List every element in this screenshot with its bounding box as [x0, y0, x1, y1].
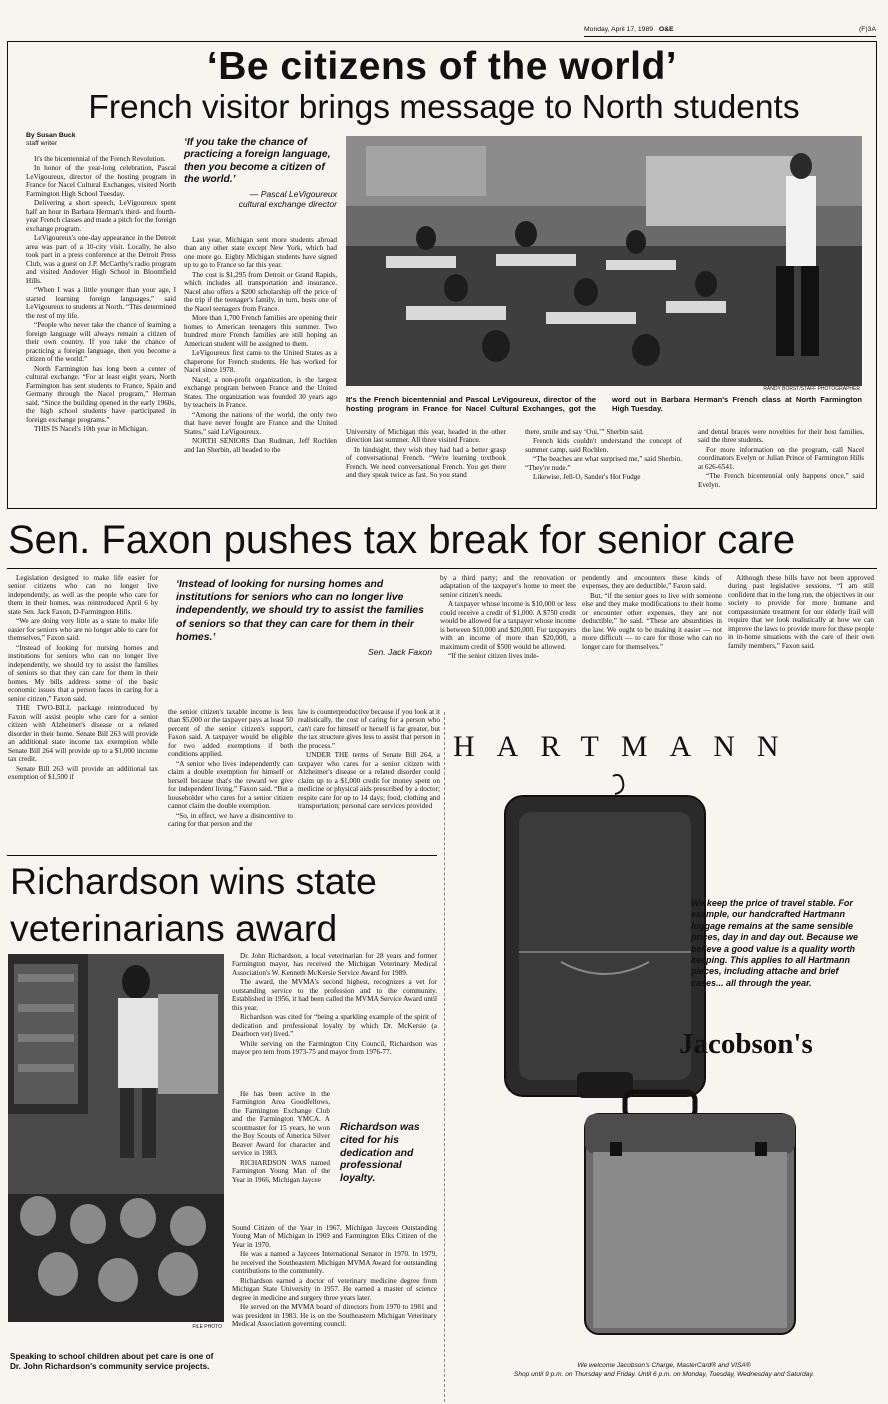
- paragraph: He served on the MVMA board of directors from 1970 to 1981 and was president in 1983. He is on the Southeastern Michigan Veterinary Medical Association governing council.: [232, 1303, 437, 1329]
- story3-body-bottom: [232, 1224, 437, 1400]
- story1-col1: [26, 155, 176, 501]
- paragraph: Dr. John Richardson, a local veterinarian for 28 years and former Farmington mayor, has received the Michigan Veterinary Medical Association's W. Kenneth McKersie Service Award for 1989.: [232, 952, 437, 977]
- paragraph: RICHARDSON WAS named Farmington Young Man of the Year in 1966, Michigan Jaycee: [232, 1158, 330, 1184]
- ad-footer-hours: Shop until 9 p.m. on Thursday and Friday. Until 6 p.m. on Monday, Tuesday, Wednesday and Saturday.: [513, 1371, 815, 1378]
- story1-byline: [26, 132, 176, 148]
- hartmann-ad: [444, 712, 880, 1402]
- paragraph: “When I was a little younger than your age, I started learning foreign languages,” said LeVigoureux to students at North. “This determined the rest of my life.: [26, 286, 176, 320]
- story2-col1: [8, 574, 158, 848]
- classroom-photo-credit: RANDY BORST/STAFF PHOTOGRAPHER: [763, 386, 860, 392]
- paragraph: While serving on the Farmington City Council, Richardson was mayor pro tem from 1973-75 and mayor from 1976-77.: [232, 1039, 437, 1057]
- paragraph: University of Michigan this year, headed in the other direction last summer. All three visited France.: [346, 428, 506, 445]
- paragraph: UNDER THE terms of Senate Bill 264, a taxpayer who cares for a senior citizen with Alzheimer's disease or a related disorder could claim up to a $1,000 credit for money spent on medicine or physical aids prescribed by a doctor; respite care for up to 14 days; food, clothing and transportation; personal care services provided: [298, 751, 440, 811]
- masthead-section: O&E: [658, 26, 674, 33]
- paragraph: Sound Citizen of the Year in 1967, Michigan Jaycees Outstanding Young Man of Michigan in 1969 and Farmington Elks Citizen of the Year in 1970.: [232, 1224, 437, 1249]
- story1-col3: [346, 428, 506, 504]
- story2-col2: [168, 708, 293, 848]
- richardson-photo-illustration: [8, 954, 224, 1322]
- paragraph: A taxpayer whose income is $10,000 or less could receive a credit of $1,000. A $750 credit would be allowed for a taxpayer whose income is between $10,000 and $20,000. For taxpayers with an income of more than $20,000, a maximum credit of $500 would be allowed.: [440, 600, 576, 651]
- paragraph: the senior citizen's taxable income is less than $5,000 or the taxpayer pays at least 50 percent of the senior citizen's support, Faxon said. A taxpayer would be eligible for two added exemptions if both conditions applied.: [168, 708, 293, 759]
- paragraph: Legislation designed to make life easier for senior citizens who can no longer live independently, as well as the people who care for them in their homes, was reintroduced April 6 by state Sen. Jack Faxon, D-Farmington Hills.: [8, 574, 158, 616]
- story2-headline: Sen. Faxon pushes tax break for senior care: [8, 518, 796, 562]
- story2-col4: [440, 574, 576, 704]
- paragraph: Last year, Michigan sent more students abroad than any other state except New York, which had one more go. Eighty Michigan students have signed up to go to France so far this year.: [184, 236, 337, 270]
- story1-kicker: ‘Be citizens of the world’: [206, 45, 678, 88]
- masthead: [584, 26, 876, 36]
- ad-footer-payment: We welcome Jacobson's Charge, MasterCard® and VISA®: [577, 1362, 751, 1369]
- paragraph: pendently and encounters these kinds of expenses, they are deductible,” Faxon said.: [582, 574, 722, 591]
- story1-col2: [184, 236, 337, 504]
- caption-text: It's the French bicentennial and Pascal LeVigoureux, director of the hosting program in France for Nacel Cultural Exchanges, got the word out in Barbara Herman's French class at North Farmington High Tuesday.: [346, 395, 862, 414]
- pullquote-text: ‘If you take the chance of practicing a foreign language, then you become a citizen of the world.’: [184, 137, 331, 186]
- paragraph: there, smile and say ‘Oui,’” Sherbin said.: [525, 428, 644, 436]
- story3-pullquote: Richardson was cited for his dedication and professional loyalty.: [340, 1122, 420, 1185]
- paragraph: It's the bicentennial of the French Revolution.: [34, 155, 166, 163]
- story1-col5: [698, 428, 864, 504]
- paragraph: Delivering a short speech, LeVigoureux spent half an hour in Barbara Herman's third- and fourth-year French classes and made a pitch for the foreign exchange program.: [26, 199, 176, 233]
- paragraph: “Among the nations of the world, the only two that have never fought are France and the United States,” said LeVigoureux.: [184, 410, 337, 436]
- story3-headline-line2: veterinarians award: [10, 907, 338, 949]
- pullquote-text: ‘Instead of looking for nursing homes and institutions for seniors who can no longer live independently, we should try to assist the families of seniors so that they can care for them in their homes.’: [176, 579, 424, 643]
- paragraph: and dental braces were novelties for their host families, said the three students.: [698, 428, 864, 445]
- paragraph: He was a named a Jaycees International Senator in 1970. In 1979, he received the Southeastern Michigan MVMA Award for outstanding contributions to the community.: [232, 1250, 437, 1276]
- paragraph: But, “if the senior goes to live with someone else and they make modifications to their home or encounter other expenses, they are not deductible,” he said. “These are absurdities in the law. We ought to be making it easier — not more difficult — to care for those who can no longer care for themselves.”: [582, 591, 722, 651]
- masthead-date: Monday, April 17, 1989: [584, 26, 654, 33]
- richardson-photo: [8, 954, 224, 1322]
- story1-col4: [525, 428, 682, 504]
- paragraph: “A senior who lives independently can claim a double exemption for himself or herself because that's the reward we give for independent living,” Faxon said. “But a householder who cares for a senior citizen cannot claim the double exemption.: [168, 759, 293, 811]
- ad-brand: HARTMANN: [453, 730, 801, 763]
- paragraph: Nacel, a non-profit organization, is the largest exchange program between France and the United States. The organization was founded 30 years ago by teachers in France.: [184, 375, 337, 410]
- paragraph: “Instead of looking for nursing homes and institutions for seniors who can no longer live independently, we should try to assist the families of seniors so that they can care for them in their homes. My bills address some of the basic economic issues that a person faces in caring for a senior citizen,” Faxon said.: [8, 643, 158, 703]
- classroom-photo-caption: [346, 395, 862, 421]
- story3-headline: [10, 858, 440, 952]
- paragraph: law is counterproductive because if you look at it realistically, the cost of caring for a person who can't care for himself or herself is far greater, but the tax structure gives less to assist that person in the process.”: [298, 708, 440, 750]
- story2-col3: [298, 708, 440, 848]
- classroom-photo-illustration: [346, 136, 862, 386]
- story2-pullquote: [176, 578, 432, 690]
- paragraph: North Farmington has long been a center of cultural exchange. “For at least eight years, North Farmington has sent students to France, Spain and Germany through the Nacel program,” Herman said. “Since the building opened in the early 1960s, the high school students have participated in foreign exchange programs.”: [26, 364, 176, 424]
- paragraph: Richardson was cited for “being a sparkling example of the spirit of dedication and professional loyalty by which Dr. McKersie (a Dearborn vet) lived.”: [232, 1013, 437, 1039]
- paragraph: “So, in effect, we have a disincentive to caring for that person and the: [168, 811, 293, 829]
- paragraph: The award, the MVMA's second highest, recognizes a vet for outstanding service to the profession and to the community. Established in 1956, it had been called the MVMA Service Award until this year.: [232, 978, 437, 1012]
- ad-copy: We keep the price of travel stable. For example, our handcrafted Hartmann luggage remains at the same sensible prices, day in and day out. Because we believe a good value is a quality worth keeping. This applies to all Hartmann pieces, including attache and brief cases... all through the year.: [691, 898, 859, 988]
- paragraph: Likewise, Jell-O, Sander's Hot Fudge: [533, 473, 641, 482]
- masthead-page: (F)3A: [859, 26, 876, 33]
- story2-col6: [728, 574, 874, 704]
- paragraph: “The French bicentennial only happens once,” said Evelyn.: [698, 472, 864, 489]
- story3-headline-line1: Richardson wins state: [10, 860, 377, 902]
- paragraph: Although these bills have not been approved during past legislative sessions, “I am still confident that in the long run, the objectives in our society to provide for more humane and compassionate treatment for our elderly frail will require that we look realistically at how we can improve the laws to provide more for these people in in-home situations with the care of their own family members,” Faxon said.: [728, 574, 874, 650]
- story1-pullquote: [184, 137, 337, 229]
- paragraph: More than 1,700 French families are opening their homes to American teenagers this summer. Two hundred more French families are still hoping an American student will be assigned to them.: [184, 314, 337, 348]
- paragraph: LeVigoureux first came to the United States as a chaperone for French students. He has worked for Nacel since 1978.: [184, 349, 337, 375]
- paragraph: In honor of the year-long celebration, Pascal LeVigoureux, director of the hosting program in France for Nacel Cultural Exchanges, visited North Farmington High School Tuesday.: [26, 164, 176, 198]
- story2-col5: [582, 574, 722, 704]
- paragraph: “We are doing very little as a state to make life easier for seniors who are no longer able to care for themselves,” Faxon said.: [8, 617, 158, 643]
- paragraph: THIS IS Nacel's 10th year in Michigan.: [34, 425, 149, 434]
- paragraph: He has been active in the Farmington Area Goodfellows, the Farmington Exchange Club and the Farmington YMCA. A scoutmaster for 15 years, he won the Boy Scouts of America Silver Beaver Award for character and service in 1983.: [232, 1090, 330, 1158]
- suitcase-icon: [565, 1082, 815, 1352]
- pullquote-attribution: — Pascal LeVigoureux: [249, 188, 337, 199]
- ad-store-logo: Jacobson's: [679, 1028, 813, 1060]
- paragraph: by a third party; and the renovation or adaptation of the taxpayer's home to meet the senior citizen's needs.: [440, 574, 576, 599]
- pullquote-attribution: Sen. Jack Faxon: [367, 647, 432, 658]
- paragraph: French kids couldn't understand the concept of summer camp, said Rochlen.: [525, 437, 682, 454]
- paragraph: For more information on the program, call Nacel coordinators Evelyn or Julian Prince of Farmington Hills at 626-6541.: [698, 445, 864, 471]
- paragraph: Richardson earned a doctor of veterinary medicine degree from Michigan State University in 1957. He earned a master of science degree in medicine and surgery three years later.: [232, 1276, 437, 1302]
- pullquote-attribution-title: cultural exchange director: [238, 198, 337, 209]
- paragraph: Senate Bill 263 will provide an additional tax exemption of $1,500 if: [8, 764, 158, 782]
- classroom-photo: [346, 136, 862, 386]
- paragraph: LeVigoureux's one-day appearance in the Detroit area was part of a 10-city visit. Locally, he also took part in a press conference at the Detroit Press Club, was a guest on J.P. McCarthy's radio program and visited Andover High School in Bloomfield Hills.: [26, 234, 176, 285]
- paragraph: In hindsight, they wish they had had a better grasp of conversational French. “We're learning textbook French. We need conversational French. You get there and they speak twice as fast. So you stand: [346, 445, 506, 480]
- paragraph: “People who never take the chance of learning a foreign language will always remain a citizen of their own country. If you take the chance of practicing a foreign language, then you become a citizen of the world.”: [26, 321, 176, 364]
- paragraph: “The beaches are what surprised me,” said Sherbin. “They're nude.”: [525, 455, 682, 472]
- paragraph: THE TWO-BILL package reintroduced by Faxon will assist people who care for a senior citizen with Alzheimer's disease or a related disorder in their home. Senate Bill 263 will provide an additional state income tax exemption while Senate Bill 264 will provide up to a $1,000 income tax credit.: [8, 704, 158, 764]
- byline-role: staff writer: [26, 140, 58, 147]
- story3-body-top: [232, 952, 437, 1087]
- paragraph: “If the senior citizen lives inde-: [448, 652, 539, 661]
- richardson-photo-caption: Speaking to school children about pet care is one of Dr. John Richardson's community service projects.: [10, 1352, 214, 1371]
- story1-headline: French visitor brings message to North students: [88, 89, 800, 126]
- paragraph: The cost is $1,295 from Detroit or Grand Rapids, which includes all transportation and insurance. Nacel also offers a $200 scholarship off the price of the trip if the teenager's family, in turn, hosts one of the Nacel teenagers from France.: [184, 270, 337, 313]
- byline-name: By Susan Buck: [26, 132, 76, 139]
- paragraph: NORTH SENIORS Dan Rudman, Jeff Rochlen and Ian Sherbin, all headed to the: [184, 437, 337, 454]
- richardson-photo-credit: FILE PHOTO: [192, 1324, 222, 1330]
- story3-body-narrow: [232, 1090, 330, 1220]
